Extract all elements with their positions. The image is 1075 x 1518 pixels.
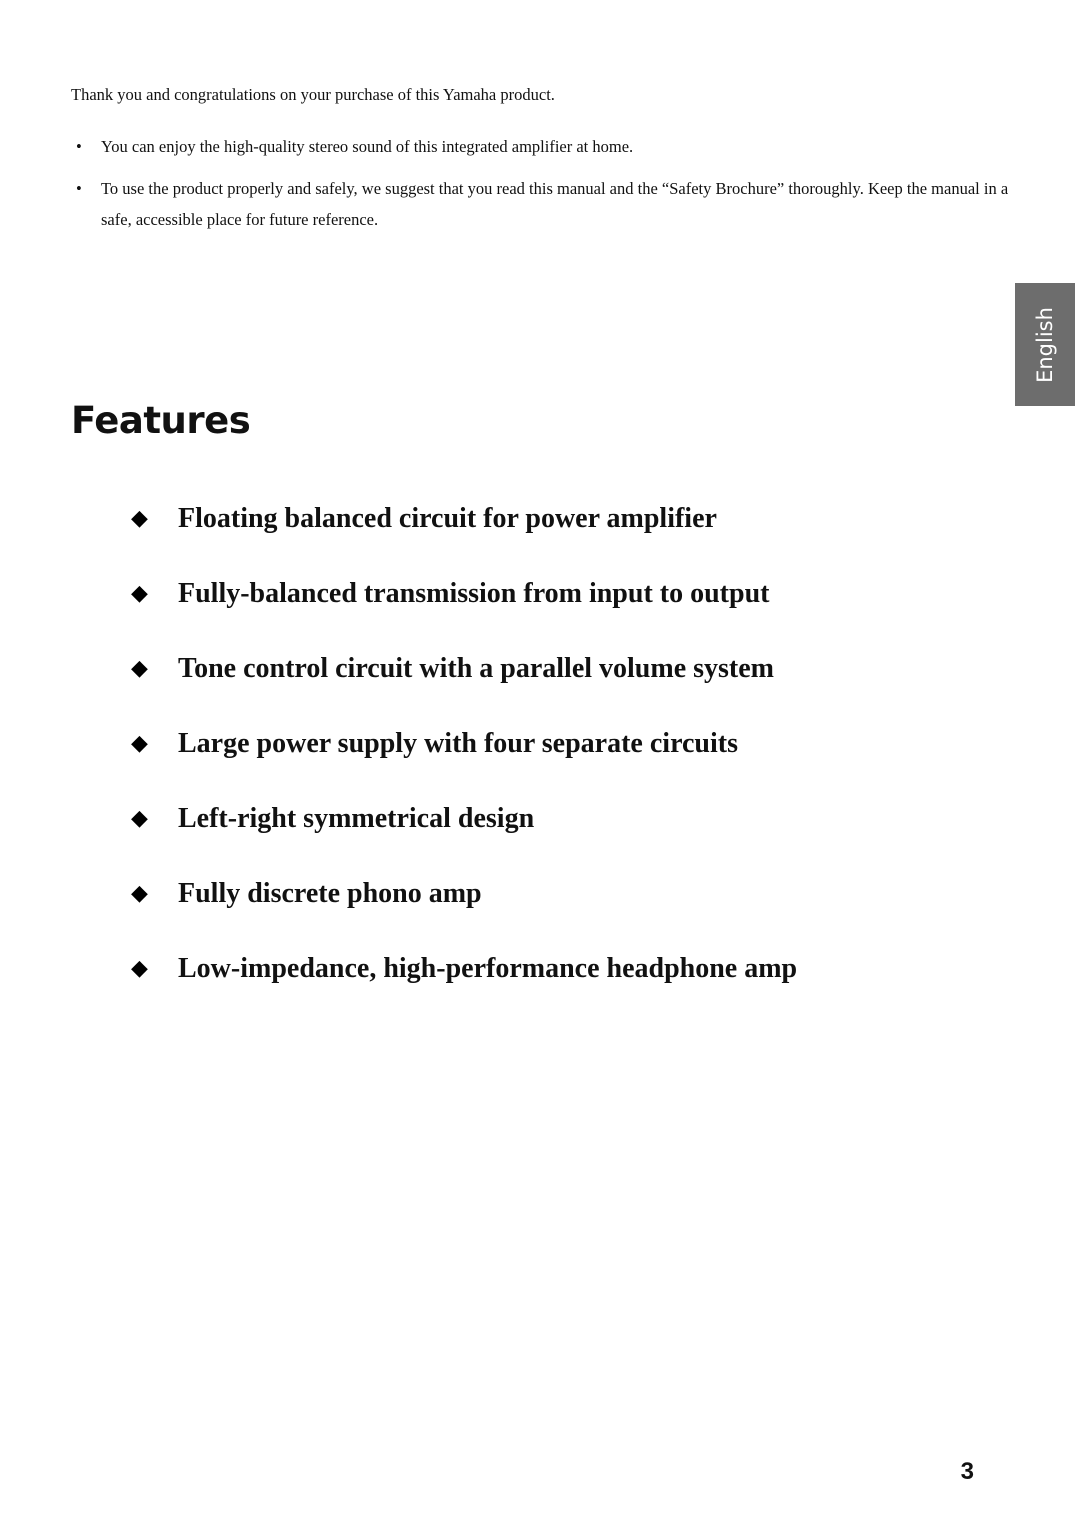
intro-bullet-list: [71, 131, 1031, 246]
section-title: Features: [71, 399, 251, 442]
diamond-bullet-icon: ◆: [131, 731, 148, 756]
diamond-bullet-icon: ◆: [131, 956, 148, 981]
feature-text: Low-impedance, high-performance headphone amp: [178, 953, 798, 984]
bullet-text: You can enjoy the high-quality stereo sound of this integrated amplifier at home.: [101, 137, 634, 156]
diamond-bullet-icon: ◆: [131, 806, 148, 831]
feature-item: [131, 800, 797, 875]
diamond-bullet-icon: ◆: [131, 656, 148, 681]
feature-item: [131, 575, 797, 650]
feature-item: [131, 875, 797, 950]
diamond-bullet-icon: ◆: [131, 581, 148, 606]
bullet-dot: •: [76, 137, 82, 156]
feature-item: [131, 650, 797, 725]
feature-item: [131, 500, 797, 575]
feature-text: Large power supply with four separate circuits: [178, 728, 738, 759]
feature-text: Fully-balanced transmission from input to output: [178, 578, 770, 609]
feature-item: [131, 950, 797, 1025]
feature-text: Tone control circuit with a parallel volume system: [178, 653, 774, 684]
language-tab: [1015, 283, 1075, 406]
feature-text: Left-right symmetrical design: [178, 803, 535, 834]
bullet-item: [71, 131, 1031, 162]
feature-text: Fully discrete phono amp: [178, 878, 482, 909]
feature-item: [131, 725, 797, 800]
bullet-text: To use the product properly and safely, we suggest that you read this manual and the “Safety Brochure” thoroughly. Keep the manual in a safe, accessible place for future reference.: [101, 179, 1009, 229]
bullet-item: [71, 173, 1031, 235]
diamond-bullet-icon: ◆: [131, 881, 148, 906]
diamond-bullet-icon: ◆: [131, 506, 148, 531]
bullet-dot: •: [76, 179, 82, 198]
page-number: 3: [960, 1458, 974, 1485]
feature-text: Floating balanced circuit for power amplifier: [178, 503, 717, 534]
feature-list: [131, 500, 797, 1025]
language-tab-label: English: [1033, 306, 1058, 383]
intro-text: Thank you and congratulations on your purchase of this Yamaha product.: [71, 85, 555, 104]
